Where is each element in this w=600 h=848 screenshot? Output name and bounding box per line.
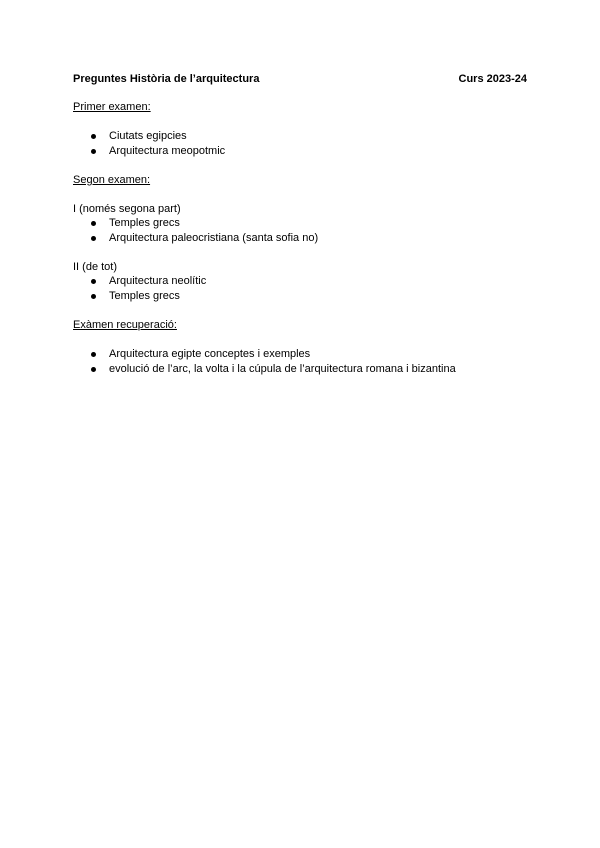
list-item: Arquitectura egipte conceptes i exemples [73, 347, 527, 362]
list-item: Temples grecs [73, 289, 527, 304]
recovery-exam-title: Exàmen recuperació: [73, 319, 177, 331]
bullet-icon [91, 134, 96, 139]
bullet-icon [91, 149, 96, 154]
recovery-exam-list [73, 347, 527, 377]
second-exam-part1-label: I (només segona part) [73, 203, 181, 215]
list-item: Arquitectura paleocristiana (santa sofia no) [73, 231, 527, 246]
list-item: Temples grecs [73, 216, 527, 231]
document-header [73, 72, 527, 86]
course-label: Curs 2023-24 [458, 73, 527, 85]
second-exam-part2-list [73, 274, 527, 304]
bullet-icon [91, 367, 96, 372]
bullet-icon [91, 279, 96, 284]
first-exam-list [73, 129, 527, 159]
list-item: Arquitectura neolític [73, 274, 527, 289]
document-title: Preguntes Història de l’arquitectura [73, 73, 260, 85]
second-exam-part2-label: II (de tot) [73, 261, 118, 273]
list-item: Ciutats egipcies [73, 129, 527, 144]
bullet-icon [91, 294, 96, 299]
bullet-icon [91, 236, 96, 241]
list-item: evolució de l’arc, la volta i la cúpula de l’arquitectura romana i bizantina [73, 362, 527, 377]
second-exam-part1-list [73, 216, 527, 246]
bullet-icon [91, 221, 96, 226]
bullet-icon [91, 352, 96, 357]
first-exam-title: Primer examen: [73, 101, 151, 113]
document-page [73, 72, 527, 377]
second-exam-title: Segon examen: [73, 174, 151, 186]
list-item: Arquitectura meopotmic [73, 144, 527, 159]
